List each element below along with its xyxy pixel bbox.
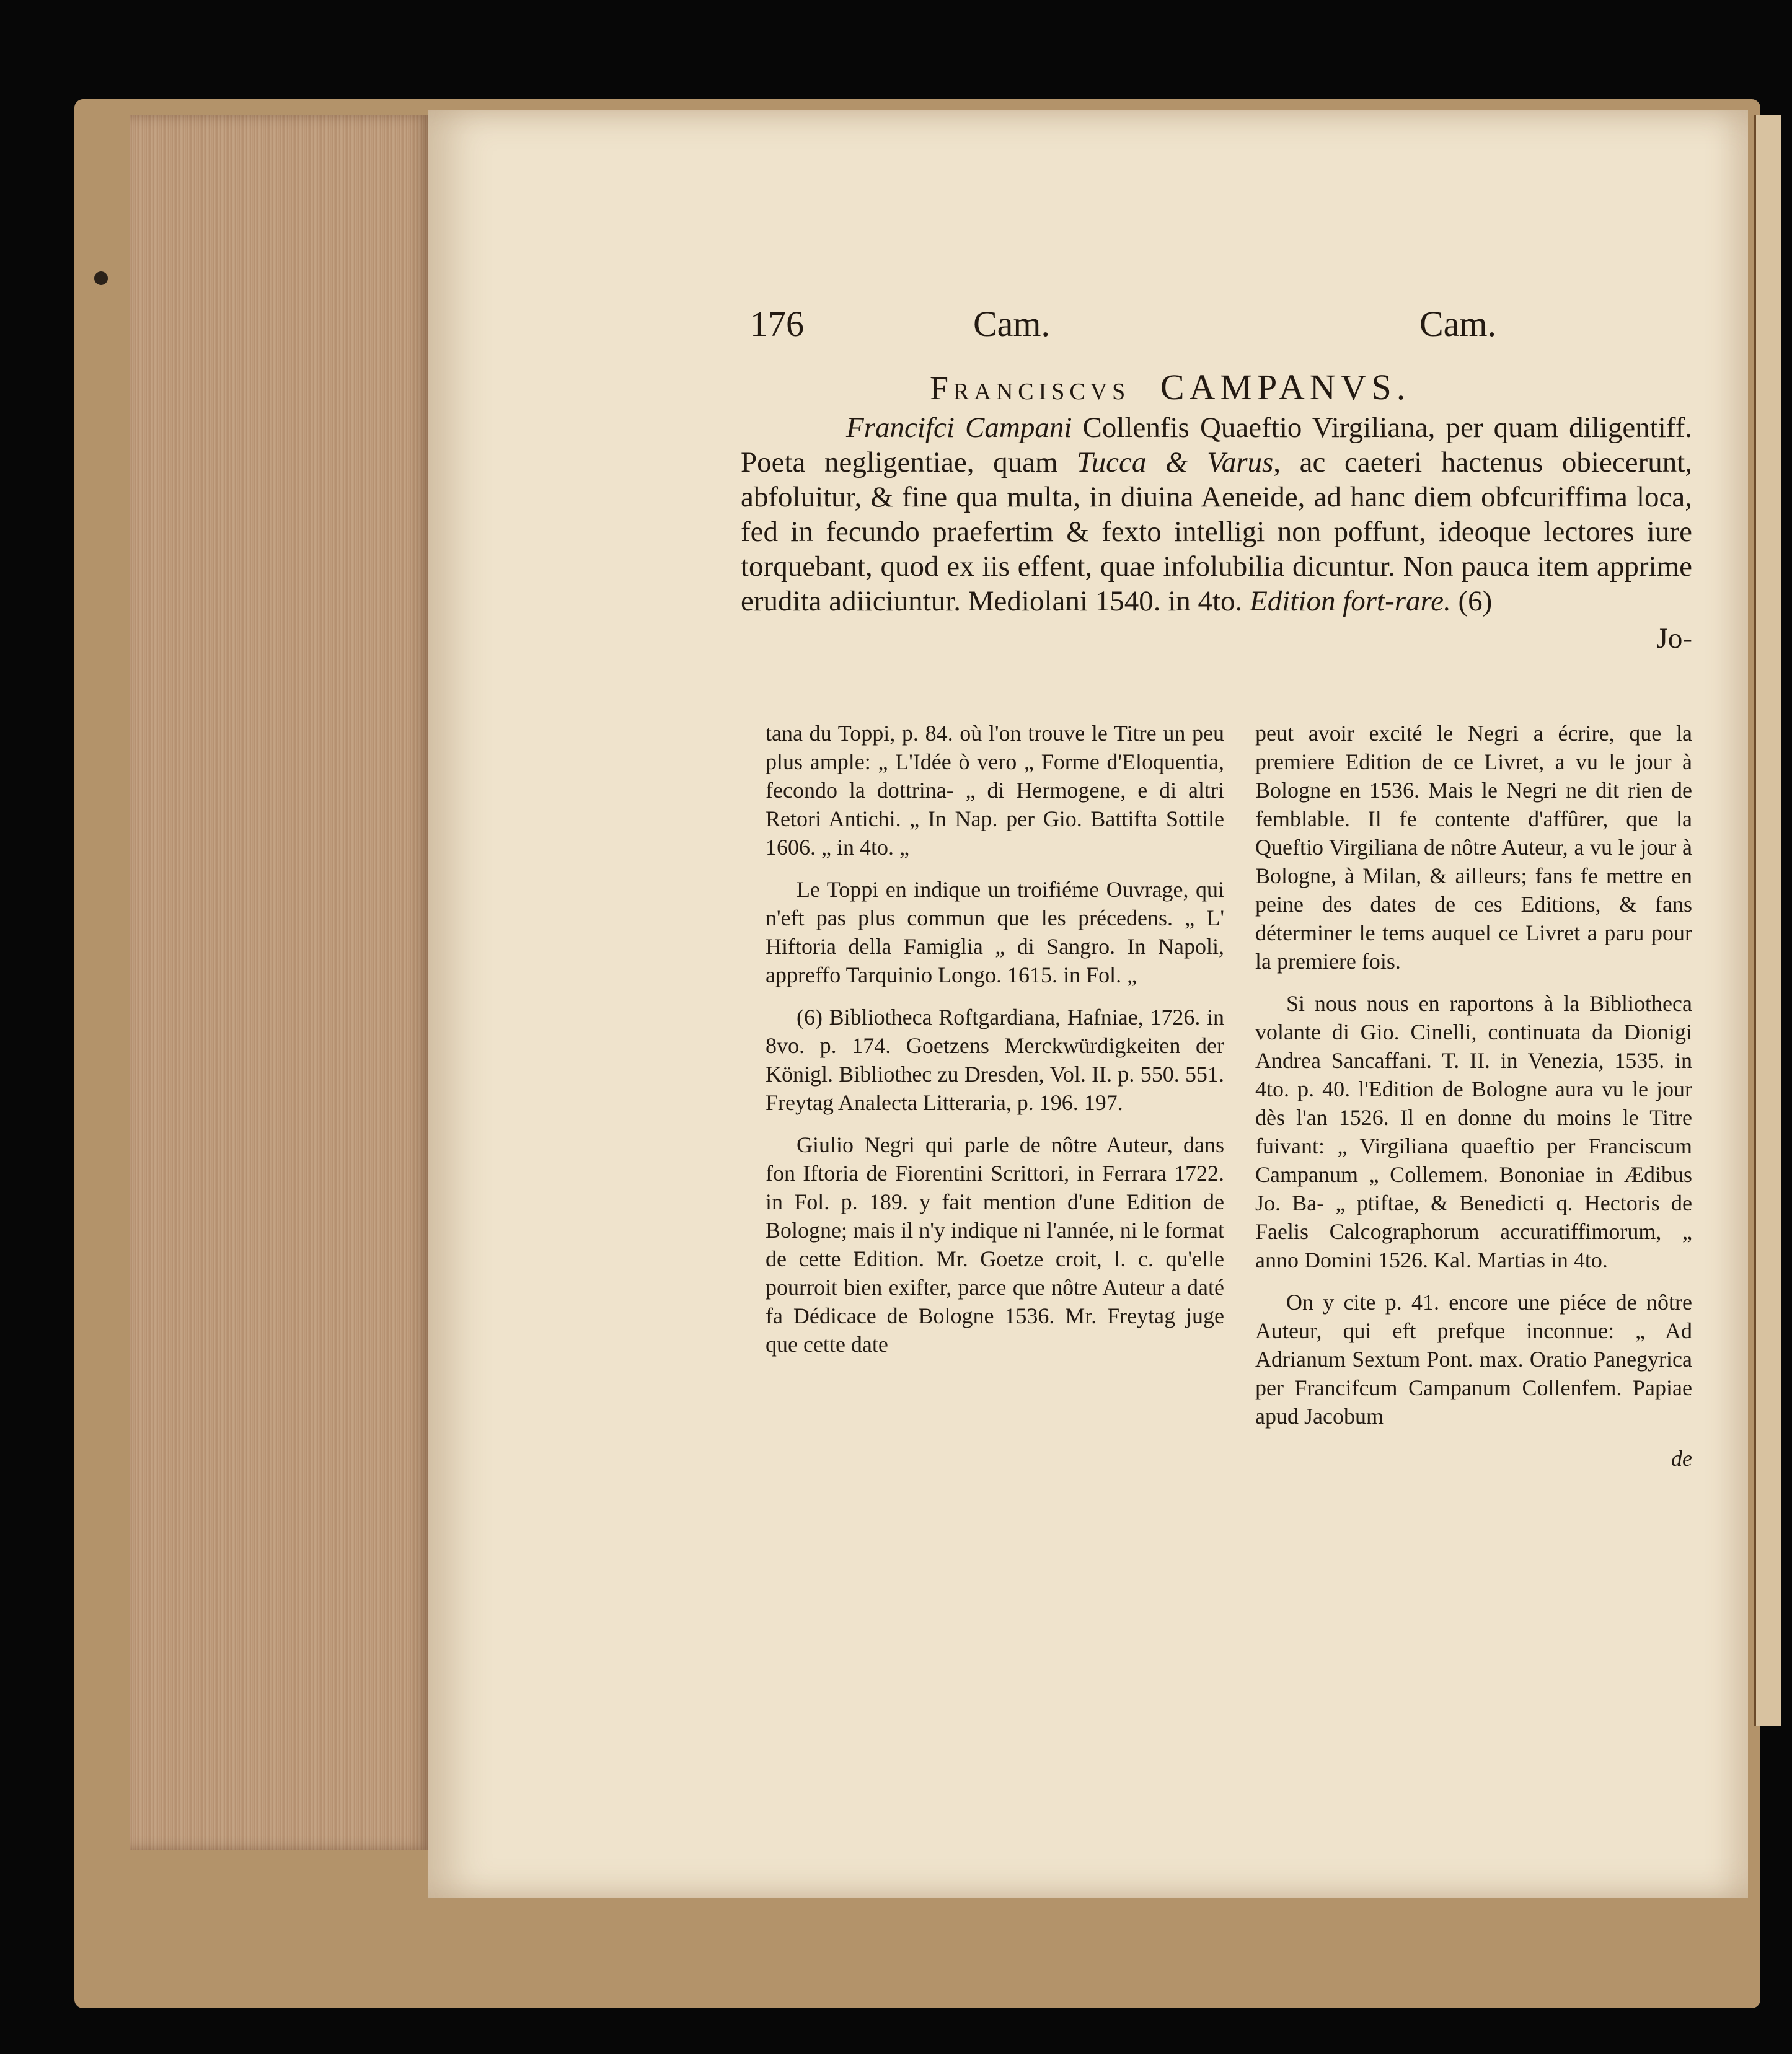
left-paragraph-3: (6) Bibliotheca Roftgardiana, Hafniae, 1726. in 8vo. p. 174. Goetzens Merckwürdigkeiten der Königl. Bibliothec zu Dresden, Vol. II. p. 550. 551. Freytag Analecta Litteraria, p. 196. 197. <box>766 1005 1224 1115</box>
right-paragraph-1: peut avoir excité le Negri a écrire, que la premiere Edition de ce Livret, a vu le jour à Bologne en 1536. Mais le Negri ne dit rien de femblable. Il fe contente d'affûrer, que la Queftio Virgiliana de nôtre Auteur, a vu le jour à Bologne, à Milan, & ailleurs; fans fe mettre en peine des dates de ces Editions, & fans déterminer le tems auquel ce Livret a paru pour la premiere fois. <box>1255 721 1692 974</box>
author-name: Francifci Campani <box>846 412 1072 444</box>
left-paragraph-1: tana du Toppi, p. 84. où l'on trouve le Titre un peu plus ample: „ L'Idée ò vero „ Forme d'Eloquentia, fecondo la dottrina- „ di Hermogene, e di altri Retori Antichi. „ In Nap. per Gio. Battifta Sottile 1606. „ in 4to. „ <box>766 721 1224 860</box>
catchword: Jo- <box>1656 622 1692 655</box>
right-paragraph-2: Si nous nous en raportons à la Bibliotheca volante di Gio. Cinelli, continuata da Dionigi Andrea Sancaffani. T. II. in Venezia, 1535. in 4to. p. 40. l'Edition de Bologne aura vu le jour dès l'an 1526. Il en donne du moins le Titre fuivant: „ Virgiliana quaeftio per Franciscum Campanum „ Collemem. Bononiae in Ædibus Jo. Ba- „ ptiftae, & Benedicti q. Hectoris de Faelis Calcographorum accuratiffimorum, „ anno Domini 1526. Kal. Martias in 4to. <box>1255 991 1692 1272</box>
entry-title <box>930 366 1410 410</box>
left-column <box>766 719 1224 1372</box>
page-edges <box>130 115 431 1850</box>
main-entry <box>741 410 1692 656</box>
entry-names: Tucca & Varus <box>1077 446 1274 478</box>
running-head-left: Cam. <box>973 304 1051 344</box>
right-catchword: de <box>1671 1446 1692 1471</box>
entry-text: , ac caeteri hactenus obiecerunt, abfoluitur, & fine qua multa, in diuina Aeneide, ad hanc diem obfcuriffima loca, fed in fecundo praefertim & fexto intelligi non poffunt, ideoque lectores iure torquebant, quod ex iis effent, quae infolubilia dicuntur. Non pauca item apprime erudita adiiciuntur. Mediolani 1540. in 4to. <box>741 446 1692 617</box>
note-reference: (6) <box>1450 585 1493 617</box>
page-number: 176 <box>750 304 804 344</box>
left-paragraph-4: Giulio Negri qui parle de nôtre Auteur, dans fon Iftoria de Fiorentini Scrittori, in Ferrara 1722. in Fol. p. 189. y fait mention d'une Edition de Bologne; mais il n'y indique ni l'année, ni le format de cette Edition. Mr. Goetze croit, l. c. qu'elle pourroit bien exifter, parce que nôtre Auteur a daté fa Dédicace de Bologne 1536. Mr. Freytag juge que cette date <box>766 1132 1224 1357</box>
entry-text: Collenfis Quaeftio Virgiliana, per quam diligentiff. Poeta negligentiae, quam <box>741 412 1693 478</box>
left-paragraph-2: Le Toppi en indique un troifiéme Ouvrage, qui n'eft pas plus commun que les précedens. „ L' Hiftoria della Famiglia „ di Sangro. In Napoli, appreffo Tarquinio Longo. 1615. in Fol. „ <box>766 877 1224 987</box>
title-surname: CAMPANVS. <box>1160 367 1411 407</box>
right-paragraph-3: On y cite p. 41. encore une piéce de nôtre Auteur, qui eft prefque inconnue: „ Ad Adrianum Sextum Pont. max. Oratio Panegyrica per Francifcum Campanum Collenfem. Papiae apud Jacobum <box>1255 1290 1692 1429</box>
title-first-name: Franciscvs <box>930 369 1131 407</box>
right-column <box>1255 719 1692 1486</box>
facing-page-edge <box>1754 115 1781 1726</box>
cover-rivet <box>94 271 108 285</box>
rarity-note: Edition fort-rare. <box>1250 585 1451 617</box>
main-entry-paragraph <box>741 410 1692 619</box>
running-head-right: Cam. <box>1419 304 1497 344</box>
